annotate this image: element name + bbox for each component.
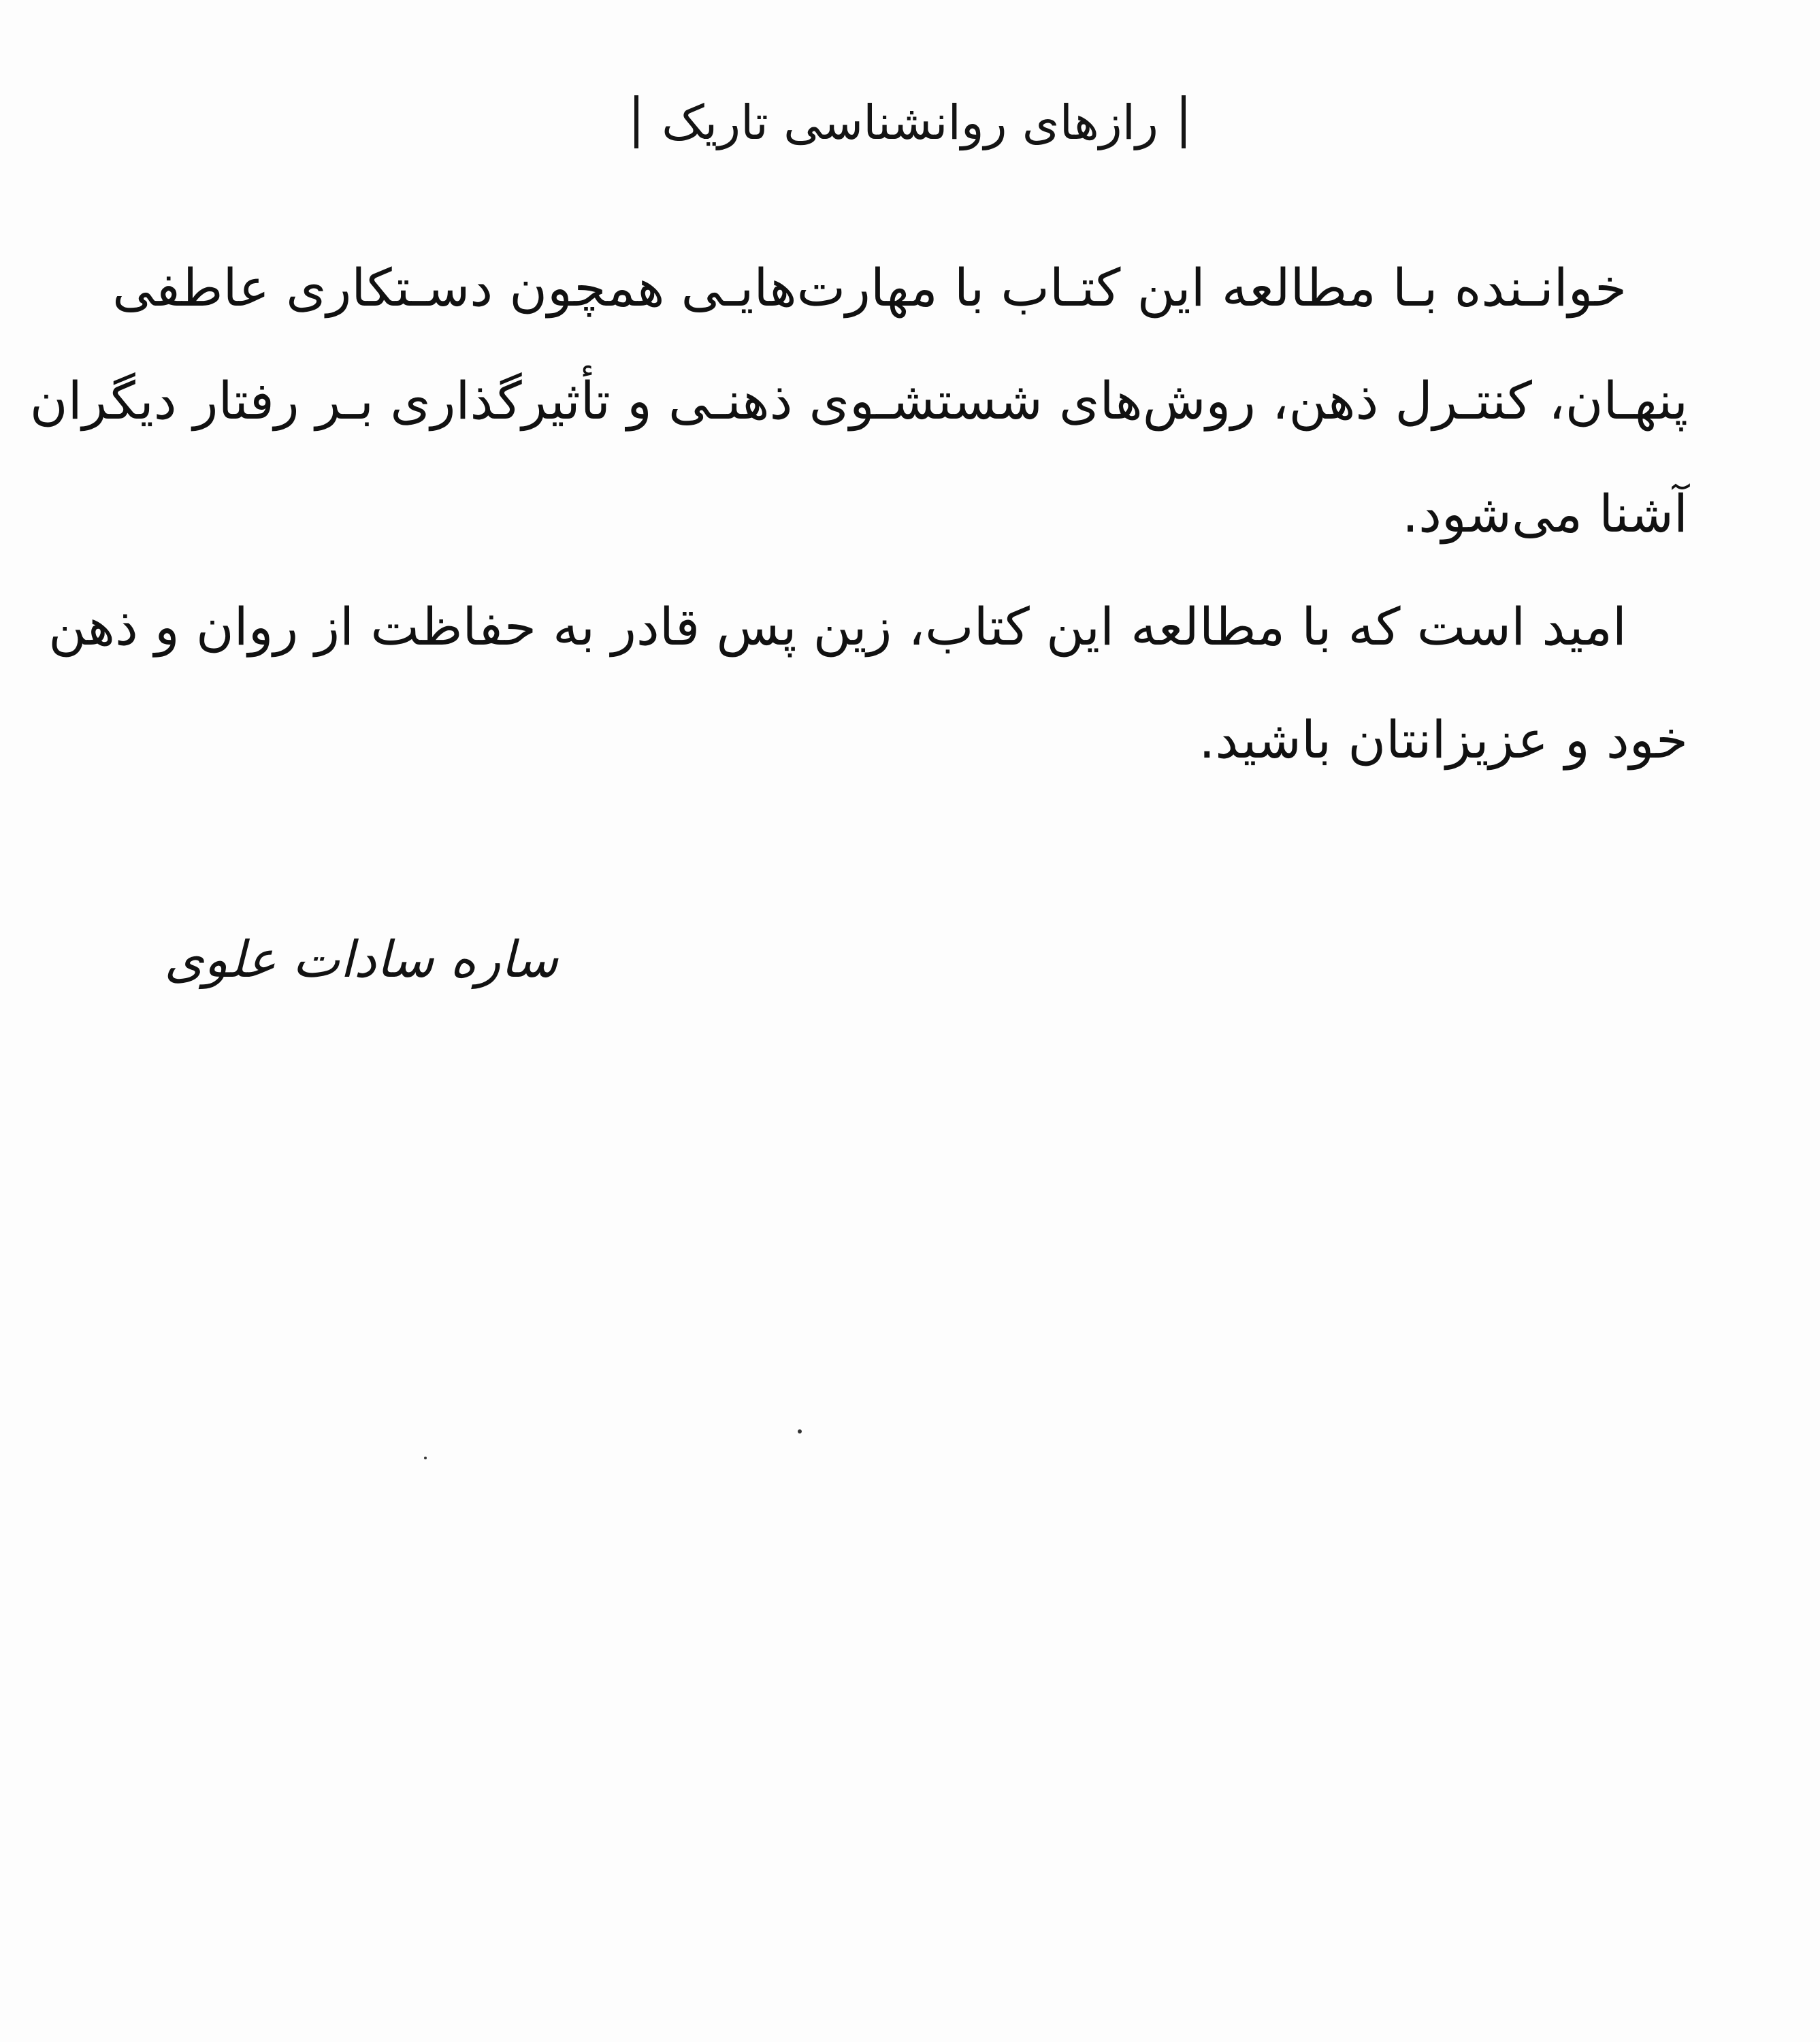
running-head (0, 85, 1820, 160)
header-separator-right (1182, 95, 1186, 148)
paragraph-1-line-1: خوانـنده بـا مطالعه این کتـاب با مهارت‌هایـی همچون دسـتکاری عاطفی (112, 257, 1627, 318)
paragraph-2-line-2: خود و عزیزانتان باشید. (1199, 709, 1688, 770)
paragraph-1-line-3: آشنا می‌شود. (1401, 483, 1688, 544)
paragraph-2 (48, 570, 1688, 796)
body-text (29, 231, 1688, 796)
paragraph-1 (29, 231, 1688, 570)
paragraph-2-line-1: امید است که با مطالعه این کتاب، زین پس قادر به حفاظت از روان و ذهن (48, 596, 1627, 657)
header-separator-left (634, 95, 638, 148)
scan-speck (424, 1457, 427, 1459)
paragraph-1-line-2: پنهـان، کنتـرل ذهن، روش‌های شستشـوی ذهنـی و تأثیرگذاری بـر رفتار دیگران (29, 370, 1688, 431)
author-signature: ساره سادات علوی (164, 930, 558, 989)
scan-speck (798, 1429, 802, 1433)
running-head-title: رازهای روانشناسی تاریک (662, 95, 1158, 150)
